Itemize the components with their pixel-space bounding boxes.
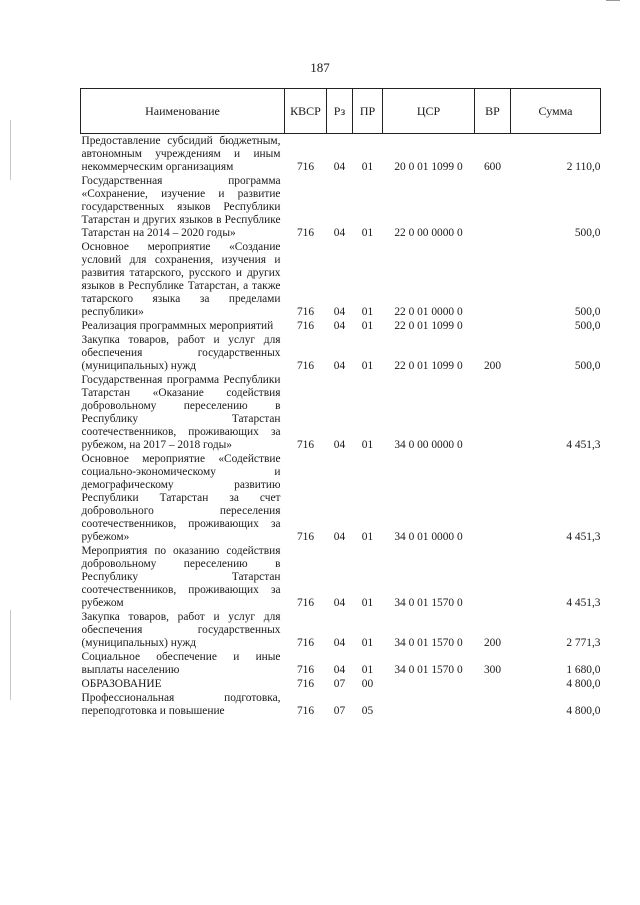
table-row bbox=[81, 333, 601, 373]
cell-pr: 01 bbox=[361, 531, 374, 543]
cell-name: Профессиональная подготовка, переподготовка и повышение bbox=[81, 692, 281, 717]
cell-kvsr: 716 bbox=[296, 637, 315, 649]
cell-csr: 22 0 00 0000 0 bbox=[394, 227, 463, 239]
cell-rz: 04 bbox=[333, 161, 346, 173]
cell-name: Мероприятия по оказанию содействия добровольному переселению в Республику Татарстан соотечественников, проживающих за рубежом bbox=[81, 545, 281, 609]
cell-kvsr: 716 bbox=[296, 678, 315, 690]
cell-name: Закупка товаров, работ и услуг для обеспечения государственных (муниципальных) нужд bbox=[81, 611, 281, 649]
cell-name: Основное мероприятие «Содействие социально-экономическому и демографическому развитию Республики Татарстан за счет добровольного переселения соотечественников, проживающих за рубежом» bbox=[81, 453, 281, 543]
cell-pr: 01 bbox=[361, 360, 374, 372]
cell-name: Государственная программа «Сохранение, изучение и развитие государственных языков Республики Татарстан и других языков в Республике Татарстан на 2014 – 2020 годы» bbox=[81, 175, 281, 239]
cell-sum: 500,0 bbox=[574, 227, 601, 239]
header-sum: Сумма bbox=[511, 89, 601, 134]
cell-rz: 04 bbox=[333, 531, 346, 543]
cell-kvsr: 716 bbox=[296, 306, 315, 318]
budget-table bbox=[80, 88, 601, 718]
cell-vr: 200 bbox=[483, 360, 502, 372]
table-header-row bbox=[81, 89, 601, 134]
cell-csr bbox=[383, 677, 475, 691]
cell-pr: 01 bbox=[361, 597, 374, 609]
header-rz: Рз bbox=[327, 89, 353, 134]
table-row bbox=[81, 319, 601, 333]
cell-name: Основное мероприятие «Создание условий для сохранения, изучения и развития татарского, русского и других языков в Республике Татарстан, а также татарского языка за пределами республики» bbox=[81, 241, 281, 318]
cell-pr: 01 bbox=[361, 664, 374, 676]
cell-pr: 00 bbox=[361, 678, 374, 690]
cell-sum: 4 800,0 bbox=[566, 678, 601, 690]
cell-kvsr: 716 bbox=[296, 439, 315, 451]
cell-kvsr: 716 bbox=[296, 664, 315, 676]
cell-rz: 04 bbox=[333, 227, 346, 239]
cell-kvsr: 716 bbox=[296, 705, 315, 717]
cell-csr: 34 0 01 1570 0 bbox=[394, 637, 463, 649]
cell-kvsr: 716 bbox=[296, 531, 315, 543]
cell-csr: 22 0 01 1099 0 bbox=[394, 360, 463, 372]
cell-pr: 05 bbox=[361, 705, 374, 717]
cell-vr bbox=[475, 452, 511, 544]
table-row bbox=[81, 610, 601, 650]
cell-csr: 22 0 01 0000 0 bbox=[394, 306, 463, 318]
cell-name: ОБРАЗОВАНИЕ bbox=[81, 678, 162, 690]
cell-pr: 01 bbox=[361, 637, 374, 649]
cell-csr: 34 0 01 0000 0 bbox=[394, 531, 463, 543]
cell-pr: 01 bbox=[361, 161, 374, 173]
cell-vr: 600 bbox=[483, 161, 502, 173]
header-kvsr: КВСР bbox=[285, 89, 327, 134]
cell-rz: 04 bbox=[333, 597, 346, 609]
cell-kvsr: 716 bbox=[296, 360, 315, 372]
cell-rz: 04 bbox=[333, 439, 346, 451]
cell-pr: 01 bbox=[361, 227, 374, 239]
cell-rz: 04 bbox=[333, 306, 346, 318]
table-row bbox=[81, 373, 601, 452]
cell-vr: 200 bbox=[483, 637, 502, 649]
cell-sum: 500,0 bbox=[574, 320, 601, 332]
table-row bbox=[81, 174, 601, 240]
table-row bbox=[81, 452, 601, 544]
cell-name: Социальное обеспечение и иные выплаты населению bbox=[81, 651, 281, 676]
header-vr: ВР bbox=[475, 89, 511, 134]
cell-sum: 500,0 bbox=[574, 306, 601, 318]
scan-margin-mark bbox=[10, 120, 11, 180]
cell-csr: 22 0 01 1099 0 bbox=[394, 320, 463, 332]
cell-kvsr: 716 bbox=[296, 320, 315, 332]
cell-sum: 1 680,0 bbox=[566, 664, 601, 676]
cell-vr bbox=[475, 373, 511, 452]
cell-csr bbox=[383, 691, 475, 718]
cell-pr: 01 bbox=[361, 320, 374, 332]
cell-sum: 2 110,0 bbox=[566, 161, 601, 173]
cell-sum: 4 451,3 bbox=[566, 531, 601, 543]
table-row bbox=[81, 544, 601, 610]
cell-vr bbox=[475, 319, 511, 333]
cell-rz: 04 bbox=[333, 637, 346, 649]
cell-rz: 04 bbox=[333, 664, 346, 676]
cell-pr: 01 bbox=[361, 439, 374, 451]
cell-kvsr: 716 bbox=[296, 227, 315, 239]
page-number: 187 bbox=[310, 60, 330, 75]
cell-vr bbox=[475, 544, 511, 610]
cell-vr bbox=[475, 677, 511, 691]
table-row bbox=[81, 134, 601, 175]
scan-margin-mark bbox=[10, 610, 11, 700]
table-row bbox=[81, 691, 601, 718]
cell-sum: 4 800,0 bbox=[566, 705, 601, 717]
header-pr: ПР bbox=[353, 89, 383, 134]
cell-csr: 20 0 01 1099 0 bbox=[394, 161, 463, 173]
cell-pr: 01 bbox=[361, 306, 374, 318]
header-name: Наименование bbox=[81, 89, 285, 134]
cell-kvsr: 716 bbox=[296, 161, 315, 173]
cell-rz: 07 bbox=[333, 678, 346, 690]
cell-vr: 300 bbox=[483, 664, 502, 676]
table-row bbox=[81, 677, 601, 691]
cell-name: Предоставление субсидий бюджетным, автономным учреждениям и иным некоммерческим организациям bbox=[81, 135, 281, 173]
cell-name: Реализация программных мероприятий bbox=[81, 320, 274, 332]
cell-csr: 34 0 00 0000 0 bbox=[394, 439, 463, 451]
cell-vr bbox=[475, 691, 511, 718]
cell-csr: 34 0 01 1570 0 bbox=[394, 664, 463, 676]
cell-rz: 04 bbox=[333, 360, 346, 372]
scan-corner-mark bbox=[606, 0, 620, 9]
cell-sum: 4 451,3 bbox=[566, 597, 601, 609]
table-row bbox=[81, 650, 601, 677]
cell-rz: 04 bbox=[333, 320, 346, 332]
cell-sum: 4 451,3 bbox=[566, 439, 601, 451]
header-csr: ЦСР bbox=[383, 89, 475, 134]
cell-sum: 2 771,3 bbox=[566, 637, 601, 649]
cell-vr bbox=[475, 174, 511, 240]
cell-vr bbox=[475, 240, 511, 319]
cell-sum: 500,0 bbox=[574, 360, 601, 372]
cell-csr: 34 0 01 1570 0 bbox=[394, 597, 463, 609]
cell-kvsr: 716 bbox=[296, 597, 315, 609]
table-row bbox=[81, 240, 601, 319]
cell-name: Закупка товаров, работ и услуг для обеспечения государственных (муниципальных) нужд bbox=[81, 334, 281, 372]
cell-rz: 07 bbox=[333, 705, 346, 717]
cell-name: Государственная программа Республики Татарстан «Оказание содействия добровольному переселению в Республику Татарстан соотечественников, проживающих за рубежом, на 2017 – 2018 годы» bbox=[81, 374, 281, 451]
